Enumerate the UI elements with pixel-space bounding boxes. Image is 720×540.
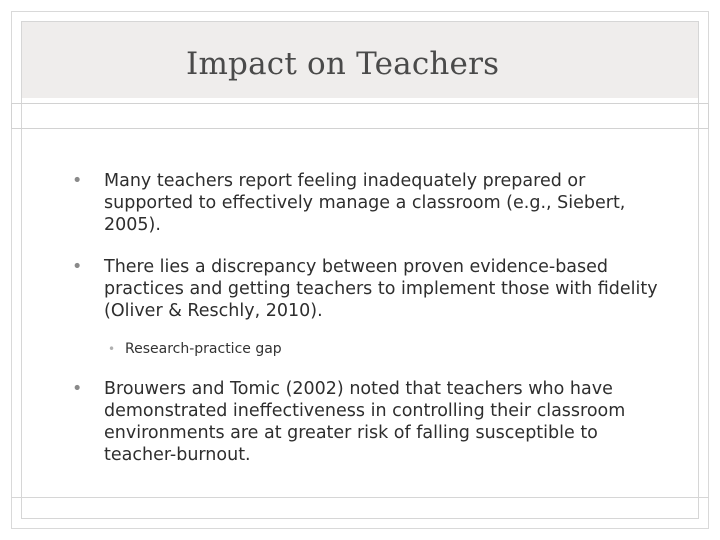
title-divider-right bbox=[708, 103, 709, 128]
sub-bullet-item bbox=[58, 340, 658, 358]
bullet-item bbox=[58, 170, 658, 236]
bullet-text: Brouwers and Tomic (2002) noted that teachers who have demonstrated ineffectiveness in controlling their classroom environments are at greater risk of falling susceptible to teacher-burnout. bbox=[104, 379, 626, 465]
slide-body bbox=[58, 168, 658, 466]
sub-bullet-marker: • bbox=[108, 342, 116, 356]
bullet-marker: • bbox=[72, 257, 83, 277]
bullet-marker: • bbox=[72, 171, 83, 191]
slide-title: Impact on Teachers bbox=[186, 46, 500, 82]
sub-bullet-text: Research-practice gap bbox=[125, 341, 282, 357]
title-divider-top bbox=[11, 103, 709, 104]
bullet-text: There lies a discrepancy between proven evidence-based practices and getting teachers to implement those with fidelity (Oliver & Reschly, 2010). bbox=[104, 257, 658, 321]
bullet-item bbox=[58, 256, 658, 322]
title-divider-left bbox=[11, 103, 12, 128]
bullet-text: Many teachers report feeling inadequately prepared or supported to effectively manage a classroom (e.g., Siebert, 2005). bbox=[104, 171, 626, 235]
title-divider-bottom bbox=[11, 128, 709, 129]
bullet-item bbox=[58, 378, 658, 466]
footer-divider bbox=[11, 497, 709, 498]
bullet-marker: • bbox=[72, 379, 83, 399]
